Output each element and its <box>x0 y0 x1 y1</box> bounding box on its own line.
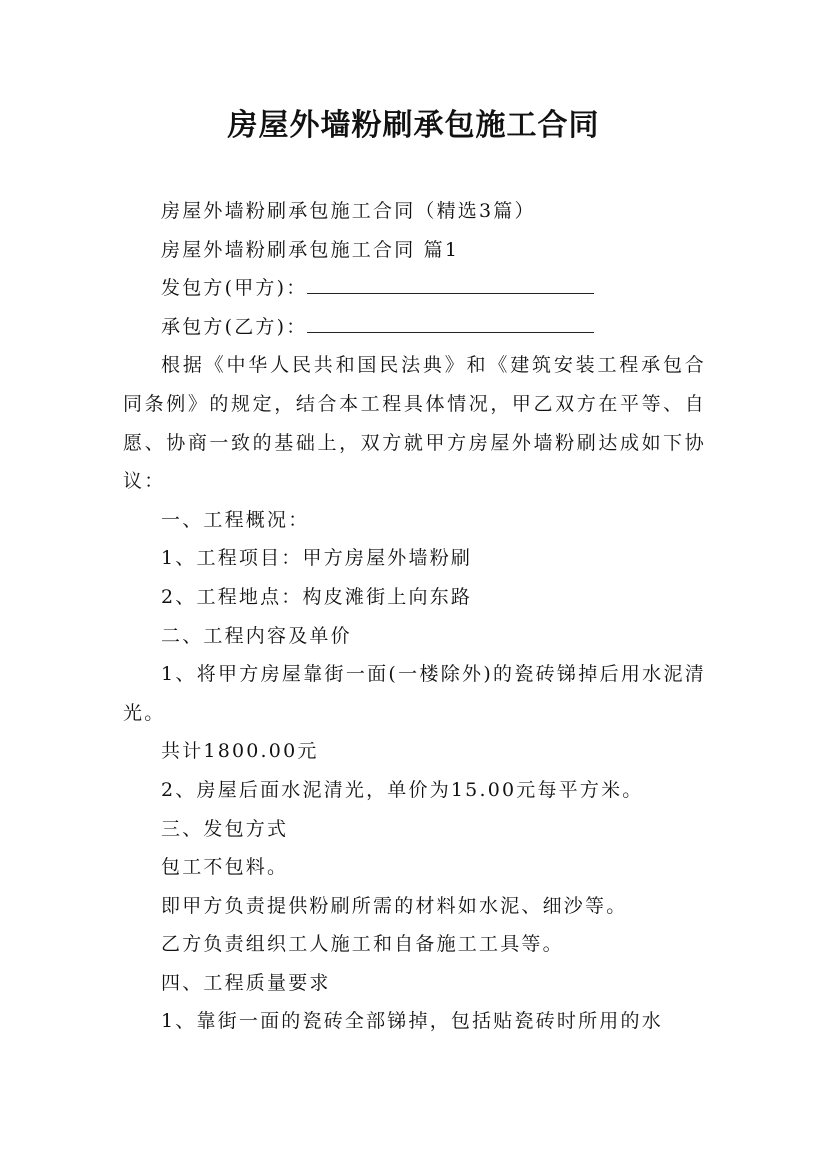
party-a-blank <box>307 269 594 294</box>
party-b-blank <box>307 308 594 333</box>
paragraph: 1、靠街一面的瓷砖全部锑掉，包括贴瓷砖时所用的水 <box>161 1010 663 1033</box>
paragraph: 根据《中华人民共和国民法典》和《建筑安装工程承包合同条例》的规定，结合本工程具体情况，甲乙双方在平等、自愿、协商一致的基础上，双方就甲方房屋外墙粉刷达成如下协议： <box>123 354 706 493</box>
paragraph: 2、房屋后面水泥清光，单价为15.00元每平方米。 <box>161 778 644 801</box>
section-heading: 一、工程概况： <box>161 508 310 531</box>
paragraph: 乙方负责组织工人施工和自备施工工具等。 <box>161 933 564 956</box>
paragraph: 即甲方负责提供粉刷所需的材料如水泥、细沙等。 <box>161 894 628 917</box>
party-b-label: 承包方(乙方)： <box>161 315 308 338</box>
section-heading: 三、发包方式 <box>161 817 289 840</box>
party-b-line <box>123 308 706 347</box>
document-body <box>123 192 706 1041</box>
paragraph: 1、工程项目：甲方房屋外墙粉刷 <box>161 547 473 570</box>
paragraph: 包工不包料。 <box>161 856 289 879</box>
section-heading: 二、工程内容及单价 <box>161 624 352 647</box>
party-a-line <box>123 269 706 308</box>
paragraph: 房屋外墙粉刷承包施工合同 篇1 <box>161 238 460 261</box>
document-title: 房屋外墙粉刷承包施工合同 <box>227 108 600 143</box>
paragraph: 房屋外墙粉刷承包施工合同（精选3篇） <box>161 200 536 222</box>
paragraph: 共计1800.00元 <box>161 740 319 763</box>
party-a-label: 发包方(甲方)： <box>161 277 308 300</box>
paragraph: 1、将甲方房屋靠街一面(一楼除外)的瓷砖锑掉后用水泥清光。 <box>123 663 706 724</box>
paragraph: 2、工程地点：构皮滩街上向东路 <box>161 585 473 608</box>
section-heading: 四、工程质量要求 <box>161 971 331 994</box>
